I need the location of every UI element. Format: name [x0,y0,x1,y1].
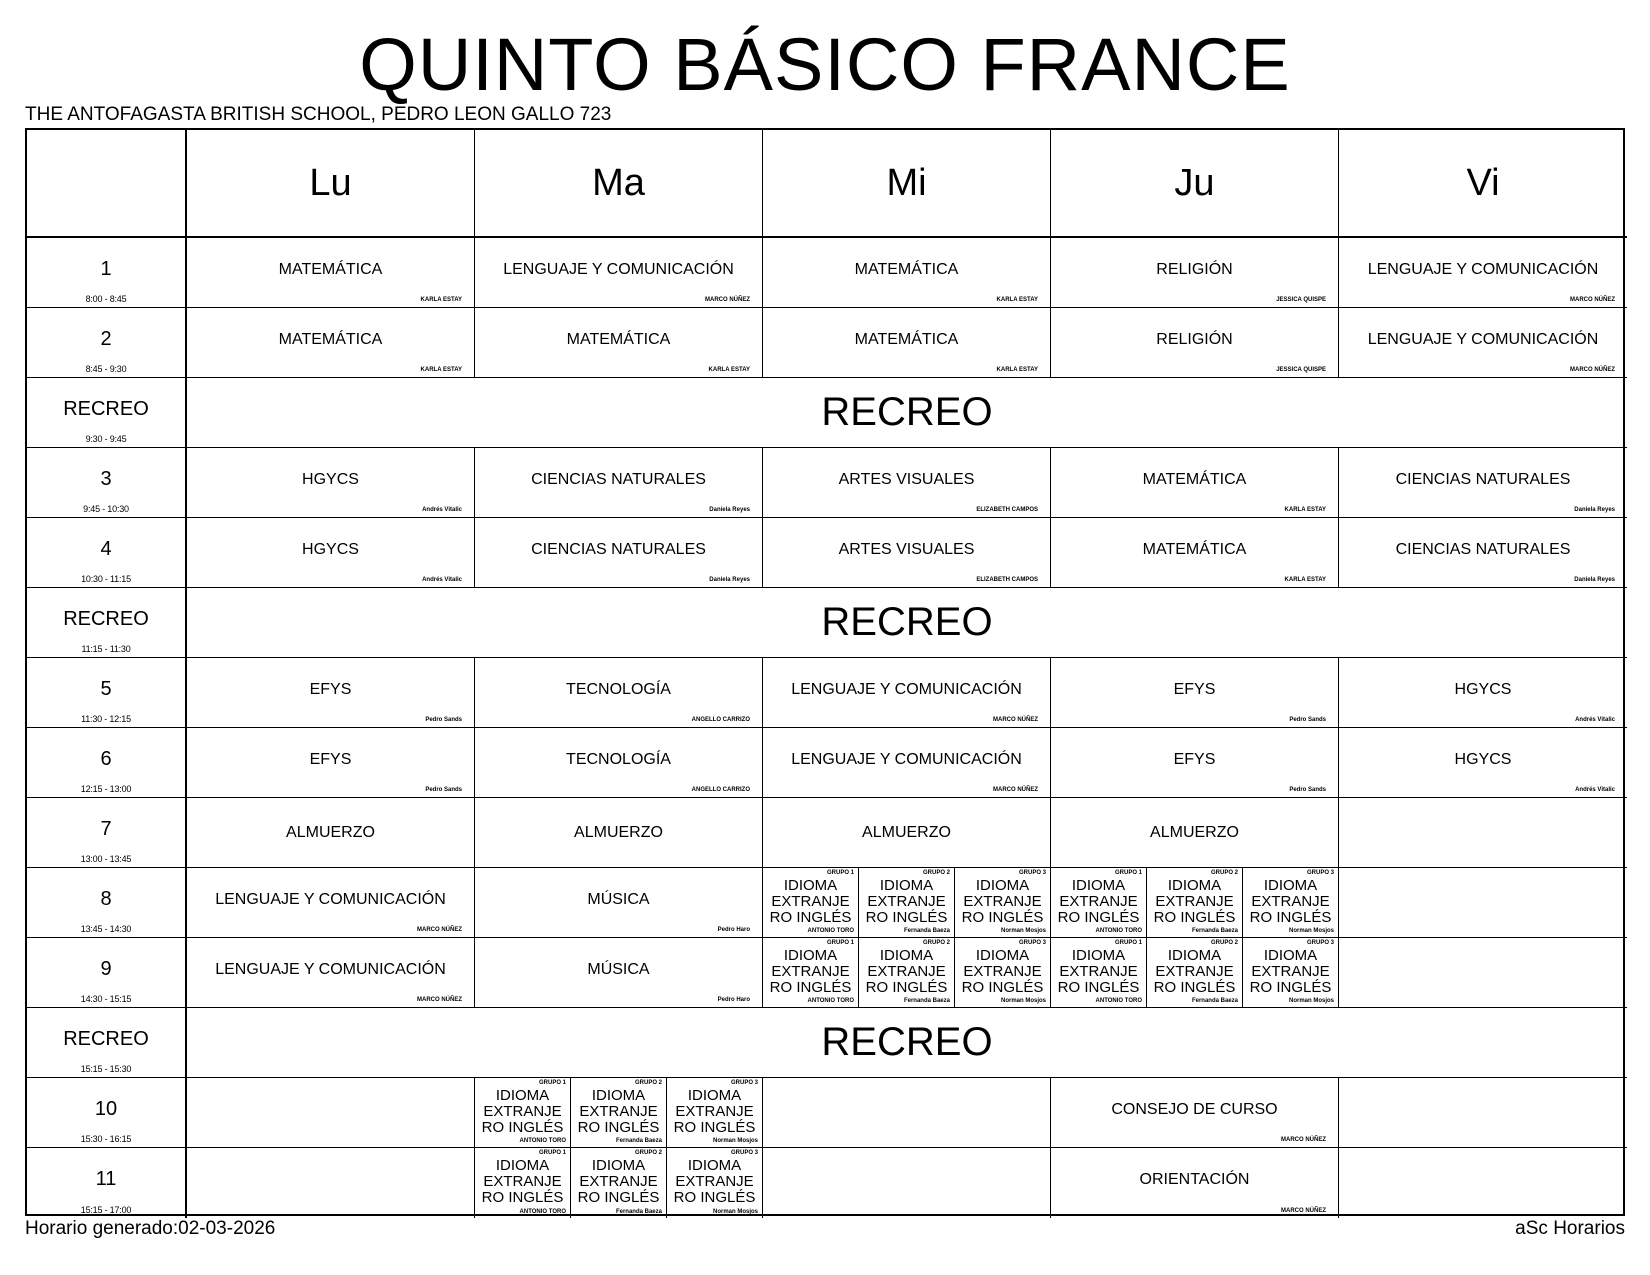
empty-cell [187,1078,475,1148]
subject-name: CIENCIAS NATURALES [531,541,706,558]
group-subject: IDIOMA EXTRANJE RO INGLÉS [577,1087,660,1136]
group-label: GRUPO 3 [1306,870,1334,876]
teacher-name: Daniela Reyes [709,577,750,583]
lesson-cell [1051,308,1339,378]
teacher-name: MARCO NÚÑEZ [417,927,462,933]
lesson-cell [1339,728,1627,798]
group-subject: IDIOMA EXTRANJE RO INGLÉS [865,877,948,926]
group-lesson-cell [763,938,1051,1008]
group-teacher: Norman Mosjos [712,1209,758,1215]
group-teacher: Norman Mosjos [1000,928,1046,934]
group-label: GRUPO 3 [1018,940,1046,946]
period-label-cell [27,868,187,938]
subject-name: MATEMÁTICA [854,331,959,348]
period-number: 6 [100,747,112,770]
group-subcell [859,938,955,1007]
teacher-name: ANGELLO CARRIZO [691,787,750,793]
group-teacher: Fernanda Baeza [1191,928,1238,934]
teacher-name: KARLA ESTAY [420,367,462,373]
lesson-cell [1339,658,1627,728]
teacher-name: JESSICA QUISPE [1276,297,1326,303]
group-subcell [955,938,1050,1007]
period-label-cell [27,378,187,448]
period-number: 3 [100,467,112,490]
period-number: 5 [100,677,112,700]
teacher-name: MARCO NÚÑEZ [1281,1208,1326,1214]
period-number: 7 [100,817,112,840]
group-lesson-cell [475,1148,763,1218]
period-time: 8:00 - 8:45 [85,294,127,304]
teacher-name: Daniela Reyes [1574,507,1615,513]
period-number: 9 [100,957,112,980]
lunch-cell: ALMUERZO [475,798,763,868]
lesson-cell [475,658,763,728]
group-label: GRUPO 3 [730,1080,758,1086]
group-subject: IDIOMA EXTRANJE RO INGLÉS [481,1087,564,1136]
lesson-cell [1051,658,1339,728]
period-time: 12:15 - 13:00 [80,784,132,794]
school-name: THE ANTOFAGASTA BRITISH SCHOOL, PEDRO LEON GALLO 723 [25,104,612,125]
group-subject: IDIOMA EXTRANJE RO INGLÉS [481,1157,564,1206]
day-header: Vi [1339,130,1627,238]
subject-name: MÚSICA [587,961,650,978]
subject-name: LENGUAJE Y COMUNICACIÓN [791,681,1022,698]
teacher-name: Pedro Sands [425,787,462,793]
period-label-cell [27,518,187,588]
lesson-cell [1051,1148,1339,1218]
teacher-name: ELIZABETH CAMPOS [976,507,1038,513]
lesson-cell [475,238,763,308]
group-label: GRUPO 1 [538,1150,566,1156]
period-time: 9:45 - 10:30 [83,504,129,514]
period-number: 8 [100,887,112,910]
subject-name: LENGUAJE Y COMUNICACIÓN [1367,261,1599,278]
period-number: RECREO [63,397,149,420]
lesson-cell [1051,518,1339,588]
period-label-cell [27,448,187,518]
period-time: 11:15 - 11:30 [81,644,131,654]
group-subject: IDIOMA EXTRANJE RO INGLÉS [1057,947,1140,996]
period-time: 11:30 - 12:15 [81,714,131,724]
subject-name: CIENCIAS NATURALES [1395,471,1571,488]
teacher-name: Pedro Sands [1289,787,1326,793]
group-label: GRUPO 3 [730,1150,758,1156]
teacher-name: ELIZABETH CAMPOS [976,577,1038,583]
lesson-cell [475,448,763,518]
empty-cell [1339,938,1627,1008]
teacher-name: MARCO NÚÑEZ [1570,367,1615,373]
teacher-name: KARLA ESTAY [996,297,1038,303]
group-subject: IDIOMA EXTRANJE RO INGLÉS [577,1157,660,1206]
period-time: 15:15 - 15:30 [80,1064,132,1074]
teacher-name: MARCO NÚÑEZ [1570,297,1615,303]
teacher-name: MARCO NÚÑEZ [417,997,462,1003]
subject-name: TECNOLOGÍA [566,751,671,768]
subject-name: MATEMÁTICA [1142,471,1247,488]
lesson-cell [187,938,475,1008]
teacher-name: KARLA ESTAY [708,367,750,373]
lesson-cell [763,238,1051,308]
group-subcell [1051,868,1147,937]
period-label-cell [27,1148,187,1218]
group-teacher: ANTONIO TORO [807,928,854,934]
subject-name: HGYCS [1454,681,1512,698]
period-time: 14:30 - 15:15 [80,994,132,1004]
subject-name: MÚSICA [587,891,650,908]
subject-name: EFYS [309,751,352,768]
teacher-name: Daniela Reyes [1574,577,1615,583]
lesson-cell [475,728,763,798]
group-teacher: ANTONIO TORO [1095,998,1142,1004]
group-label: GRUPO 2 [1210,940,1238,946]
period-time: 10:30 - 11:15 [81,574,131,584]
teacher-name: MARCO NÚÑEZ [705,297,750,303]
lesson-cell [475,518,763,588]
subject-name: MATEMÁTICA [854,261,959,278]
break-cell: RECREO [187,378,1627,448]
teacher-name: Pedro Sands [425,717,462,723]
day-header: Ma [475,130,763,238]
timetable-grid [25,128,1625,1216]
teacher-name: KARLA ESTAY [420,297,462,303]
lesson-cell [1339,308,1627,378]
period-time: 9:30 - 9:45 [85,434,127,444]
group-label: GRUPO 3 [1306,940,1334,946]
subject-name: RELIGIÓN [1156,261,1233,278]
subject-name: MATEMÁTICA [278,261,383,278]
brand-label: aSc Horarios [1515,1218,1625,1239]
period-label-cell [27,938,187,1008]
period-number: 10 [94,1097,118,1120]
teacher-name: KARLA ESTAY [1284,577,1326,583]
group-subcell [475,1148,571,1218]
teacher-name: KARLA ESTAY [1284,507,1326,513]
teacher-name: Andrés Vitalic [1575,717,1615,723]
period-time: 15:30 - 16:15 [80,1134,132,1144]
group-teacher: Fernanda Baeza [615,1138,662,1144]
group-subject: IDIOMA EXTRANJE RO INGLÉS [1057,877,1140,926]
teacher-name: Andrés Vitalic [1575,787,1615,793]
group-subcell [1147,868,1243,937]
group-teacher: Fernanda Baeza [903,928,950,934]
break-cell: RECREO [187,1008,1627,1078]
group-teacher: ANTONIO TORO [519,1138,566,1144]
period-time: 8:45 - 9:30 [85,364,127,374]
group-teacher: Fernanda Baeza [903,998,950,1004]
group-subject: IDIOMA EXTRANJE RO INGLÉS [961,877,1044,926]
subject-name: LENGUAJE Y COMUNICACIÓN [1367,331,1599,348]
lesson-cell [1339,518,1627,588]
lesson-cell [763,658,1051,728]
group-label: GRUPO 1 [1114,870,1142,876]
subject-name: CIENCIAS NATURALES [1395,541,1571,558]
break-cell: RECREO [187,588,1627,658]
group-label: GRUPO 2 [922,870,950,876]
subject-name: MATEMÁTICA [1142,541,1247,558]
empty-cell [1339,798,1627,868]
teacher-name: Andrés Vitalic [422,577,462,583]
group-subcell [763,938,859,1007]
subject-name: MATEMÁTICA [566,331,671,348]
lesson-cell [1339,448,1627,518]
group-subcell [1243,868,1338,937]
subject-name: ARTES VISUALES [838,541,975,558]
group-label: GRUPO 2 [634,1080,662,1086]
teacher-name: MARCO NÚÑEZ [1281,1137,1326,1143]
teacher-name: MARCO NÚÑEZ [993,717,1038,723]
subject-name: EFYS [309,681,352,698]
subject-name: HGYCS [302,471,359,488]
group-subcell [955,868,1050,937]
teacher-name: Andrés Vitalic [422,507,462,513]
empty-cell [1339,868,1627,938]
period-label-cell [27,308,187,378]
period-label-cell [27,588,187,658]
lesson-cell [1051,728,1339,798]
teacher-name: Pedro Haro [717,997,750,1003]
lesson-cell [475,938,763,1008]
group-label: GRUPO 1 [826,870,854,876]
lesson-cell [763,518,1051,588]
group-lesson-cell [1051,868,1339,938]
group-subject: IDIOMA EXTRANJE RO INGLÉS [769,877,852,926]
subject-name: CONSEJO DE CURSO [1111,1101,1278,1118]
group-lesson-cell [475,1078,763,1148]
group-subcell [475,1078,571,1147]
period-label-cell [27,1008,187,1078]
group-teacher: Norman Mosjos [1288,998,1334,1004]
period-number: RECREO [63,607,149,630]
period-number: 2 [100,327,112,350]
group-teacher: ANTONIO TORO [1095,928,1142,934]
group-subcell [667,1148,762,1218]
period-number: 11 [95,1168,117,1190]
lesson-cell [187,308,475,378]
group-label: GRUPO 2 [634,1150,662,1156]
group-subcell [1051,938,1147,1007]
group-label: GRUPO 2 [922,940,950,946]
period-label-cell [27,798,187,868]
empty-cell [763,1078,1051,1148]
subject-name: LENGUAJE Y COMUNICACIÓN [215,891,446,908]
teacher-name: MARCO NÚÑEZ [993,787,1038,793]
period-time: 13:45 - 14:30 [80,924,132,934]
group-lesson-cell [763,868,1051,938]
generated-date: Horario generado:02-03-2026 [25,1218,276,1239]
teacher-name: Daniela Reyes [709,507,750,513]
period-time: 13:00 - 13:45 [80,854,132,864]
empty-cell [1339,1148,1627,1218]
subject-name: HGYCS [1454,751,1512,768]
group-teacher: Fernanda Baeza [1191,998,1238,1004]
group-subject: IDIOMA EXTRANJE RO INGLÉS [1153,877,1236,926]
group-subject: IDIOMA EXTRANJE RO INGLÉS [865,947,948,996]
subject-name: LENGUAJE Y COMUNICACIÓN [503,261,734,278]
lesson-cell [187,658,475,728]
group-subcell [763,868,859,937]
lesson-cell [187,448,475,518]
subject-name: ARTES VISUALES [838,471,975,488]
subject-name: HGYCS [302,541,359,558]
group-label: GRUPO 2 [1210,870,1238,876]
group-teacher: ANTONIO TORO [807,998,854,1004]
group-subcell [1147,938,1243,1007]
teacher-name: ANGELLO CARRIZO [691,717,750,723]
group-subject: IDIOMA EXTRANJE RO INGLÉS [1249,947,1332,996]
group-subject: IDIOMA EXTRANJE RO INGLÉS [769,947,852,996]
day-header: Lu [187,130,475,238]
group-subcell [571,1078,667,1147]
lesson-cell [475,308,763,378]
lunch-cell: ALMUERZO [763,798,1051,868]
subject-name: LENGUAJE Y COMUNICACIÓN [215,961,446,978]
lesson-cell [763,308,1051,378]
empty-cell [1339,1078,1627,1148]
lesson-cell [187,728,475,798]
period-label-cell [27,238,187,308]
group-subcell [571,1148,667,1218]
teacher-name: KARLA ESTAY [996,367,1038,373]
lesson-cell [1051,448,1339,518]
subject-name: MATEMÁTICA [278,331,383,348]
teacher-name: JESSICA QUISPE [1276,367,1326,373]
lesson-cell [1339,238,1627,308]
group-subject: IDIOMA EXTRANJE RO INGLÉS [1153,947,1236,996]
group-label: GRUPO 3 [1018,870,1046,876]
lesson-cell [1051,1078,1339,1148]
subject-name: CIENCIAS NATURALES [531,471,706,488]
lesson-cell [187,868,475,938]
period-number: RECREO [63,1027,149,1050]
group-subcell [667,1078,762,1147]
group-subject: IDIOMA EXTRANJE RO INGLÉS [1249,877,1332,926]
teacher-name: Pedro Haro [717,927,750,933]
lunch-cell: ALMUERZO [1051,798,1339,868]
subject-name: EFYS [1173,681,1216,698]
subject-name: RELIGIÓN [1156,331,1233,348]
day-header: Ju [1051,130,1339,238]
period-number: 1 [100,257,112,280]
group-label: GRUPO 1 [538,1080,566,1086]
subject-name: LENGUAJE Y COMUNICACIÓN [791,751,1022,768]
lesson-cell [763,728,1051,798]
lesson-cell [187,238,475,308]
group-subcell [1243,938,1338,1007]
corner-cell [27,130,187,238]
lesson-cell [763,448,1051,518]
group-label: GRUPO 1 [826,940,854,946]
group-teacher: Norman Mosjos [1288,928,1334,934]
subject-name: ORIENTACIÓN [1139,1171,1250,1188]
period-number: 4 [100,537,112,560]
group-label: GRUPO 1 [1114,940,1142,946]
lesson-cell [475,868,763,938]
group-subject: IDIOMA EXTRANJE RO INGLÉS [673,1157,756,1206]
period-label-cell [27,658,187,728]
day-header: Mi [763,130,1051,238]
group-teacher: Norman Mosjos [1000,998,1046,1004]
lunch-cell: ALMUERZO [187,798,475,868]
group-teacher: Fernanda Baeza [615,1209,662,1215]
teacher-name: Pedro Sands [1289,717,1326,723]
group-subcell [859,868,955,937]
empty-cell [187,1148,475,1218]
empty-cell [763,1148,1051,1218]
period-label-cell [27,728,187,798]
page-title: QUINTO BÁSICO FRANCE [359,23,1291,106]
group-subject: IDIOMA EXTRANJE RO INGLÉS [961,947,1044,996]
group-teacher: Norman Mosjos [712,1138,758,1144]
subject-name: TECNOLOGÍA [566,681,671,698]
group-subject: IDIOMA EXTRANJE RO INGLÉS [673,1087,756,1136]
period-label-cell [27,1078,187,1148]
subject-name: EFYS [1173,751,1216,768]
lesson-cell [187,518,475,588]
group-lesson-cell [1051,938,1339,1008]
group-teacher: ANTONIO TORO [519,1209,566,1215]
lesson-cell [1051,238,1339,308]
period-time: 15:15 - 17:00 [80,1205,132,1215]
